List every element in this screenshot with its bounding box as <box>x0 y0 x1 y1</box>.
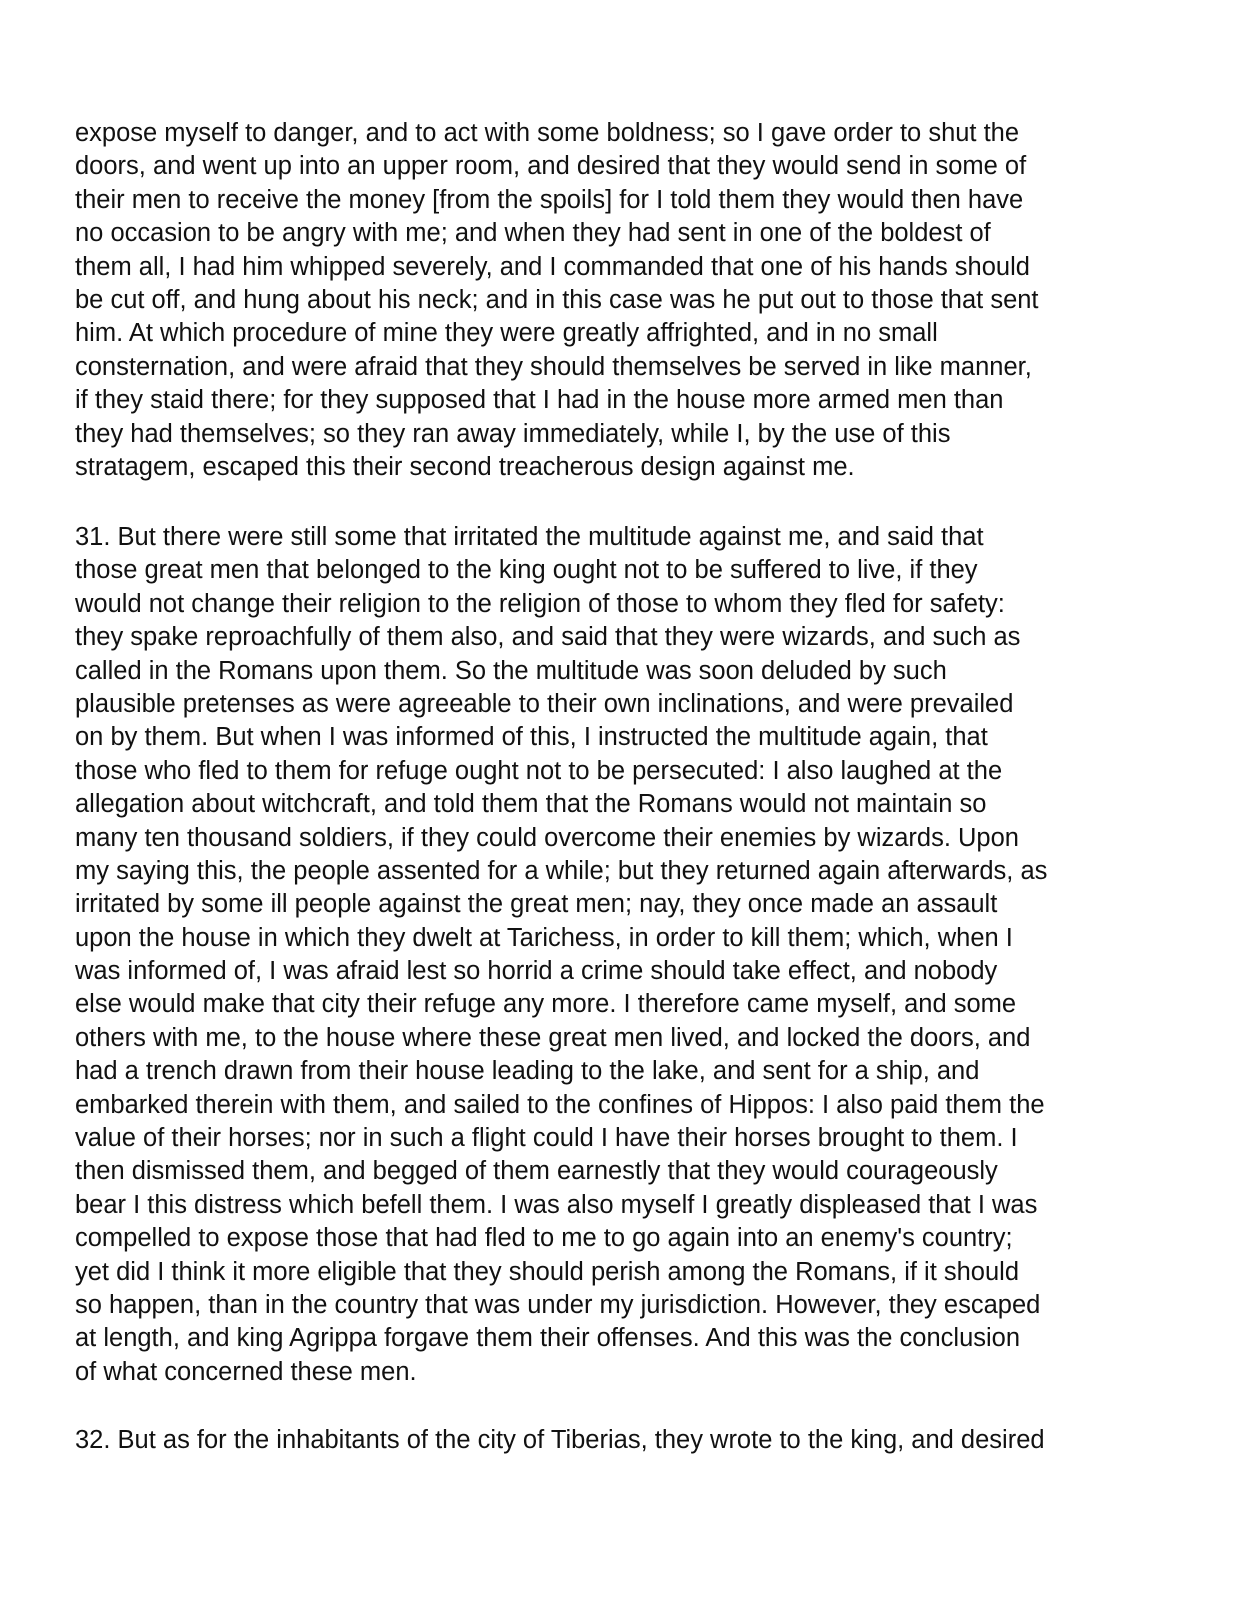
paragraph-32 <box>75 1424 1175 1457</box>
text-line: had a trench drawn from their house leading to the lake, and sent for a ship, and <box>75 1057 980 1086</box>
text-line: then dismissed them, and begged of them earnestly that they would courageously <box>75 1157 998 1186</box>
text-line: him. At which procedure of mine they were greatly affrighted, and in no small <box>75 319 938 348</box>
text-line: consternation, and were afraid that they should themselves be served in like manner, <box>75 352 1032 381</box>
text-line: those who fled to them for refuge ought not to be persecuted: I also laughed at the <box>75 756 1003 785</box>
text-line: value of their horses; nor in such a flight could I have their horses brought to them. I <box>75 1124 1018 1153</box>
text-line: of what concerned these men. <box>75 1357 417 1386</box>
paragraph-31 <box>75 521 1175 1389</box>
text-line: bear I this distress which befell them. I was also myself I greatly displeased that I was <box>75 1190 1038 1219</box>
text-line: them all, I had him whipped severely, and I commanded that one of his hands should <box>75 252 1030 281</box>
text-line: called in the Romans upon them. So the multitude was soon deluded by such <box>75 656 947 685</box>
text-line: no occasion to be angry with me; and when they had sent in one of the boldest of <box>75 219 991 248</box>
text-line: their men to receive the money [from the spoils] for I told them they would then have <box>75 185 1024 214</box>
text-line: expose myself to danger, and to act with some boldness; so I gave order to shut the <box>75 119 1020 147</box>
text-line: irritated by some ill people against the great men; nay, they once made an assault <box>75 890 998 919</box>
text-line: on by them. But when I was informed of this, I instructed the multitude again, that <box>75 723 988 752</box>
text-line: doors, and went up into an upper room, and desired that they would send in some of <box>75 152 1027 181</box>
text-line: compelled to expose those that had fled to me to go again into an enemy's country; <box>75 1224 1013 1253</box>
paragraph-continuation <box>75 117 1175 484</box>
text-line: stratagem, escaped this their second treacherous design against me. <box>75 452 855 481</box>
text-line: 32. But as for the inhabitants of the city of Tiberias, they wrote to the king, and desired <box>75 1426 1045 1454</box>
text-line: my saying this, the people assented for a while; but they returned again afterwards, as <box>75 856 1048 885</box>
text-line: else would make that city their refuge any more. I therefore came myself, and some <box>75 990 1017 1019</box>
text-line: 31. But there were still some that irritated the multitude against me, and said that <box>75 523 984 551</box>
text-line: embarked therein with them, and sailed to the confines of Hippos: I also paid them the <box>75 1090 1045 1119</box>
text-line: upon the house in which they dwelt at Tarichess, in order to kill them; which, when I <box>75 923 1013 952</box>
text-line: they spake reproachfully of them also, and said that they were wizards, and such as <box>75 623 1021 652</box>
text-line: others with me, to the house where these great men lived, and locked the doors, and <box>75 1023 1031 1052</box>
text-line: many ten thousand soldiers, if they could overcome their enemies by wizards. Upon <box>75 823 1019 852</box>
text-line: be cut off, and hung about his neck; and in this case was he put out to those that sent <box>75 285 1039 314</box>
text-line: would not change their religion to the religion of those to whom they fled for safety: <box>75 589 1005 618</box>
text-line: at length, and king Agrippa forgave them their offenses. And this was the conclusion <box>75 1324 1021 1353</box>
text-line: those great men that belonged to the king ought not to be suffered to live, if they <box>75 556 978 585</box>
text-line: they had themselves; so they ran away immediately, while I, by the use of this <box>75 419 951 448</box>
text-line: so happen, than in the country that was under my jurisdiction. However, they escaped <box>75 1290 1041 1319</box>
text-line: if they staid there; for they supposed that I had in the house more armed men than <box>75 386 1004 415</box>
text-line: allegation about witchcraft, and told them that the Romans would not maintain so <box>75 790 987 819</box>
text-line: was informed of, I was afraid lest so horrid a crime should take effect, and nobody <box>75 957 998 986</box>
text-line: plausible pretenses as were agreeable to their own inclinations, and were prevailed <box>75 689 1014 718</box>
text-line: yet did I think it more eligible that they should perish among the Romans, if it should <box>75 1257 1020 1286</box>
